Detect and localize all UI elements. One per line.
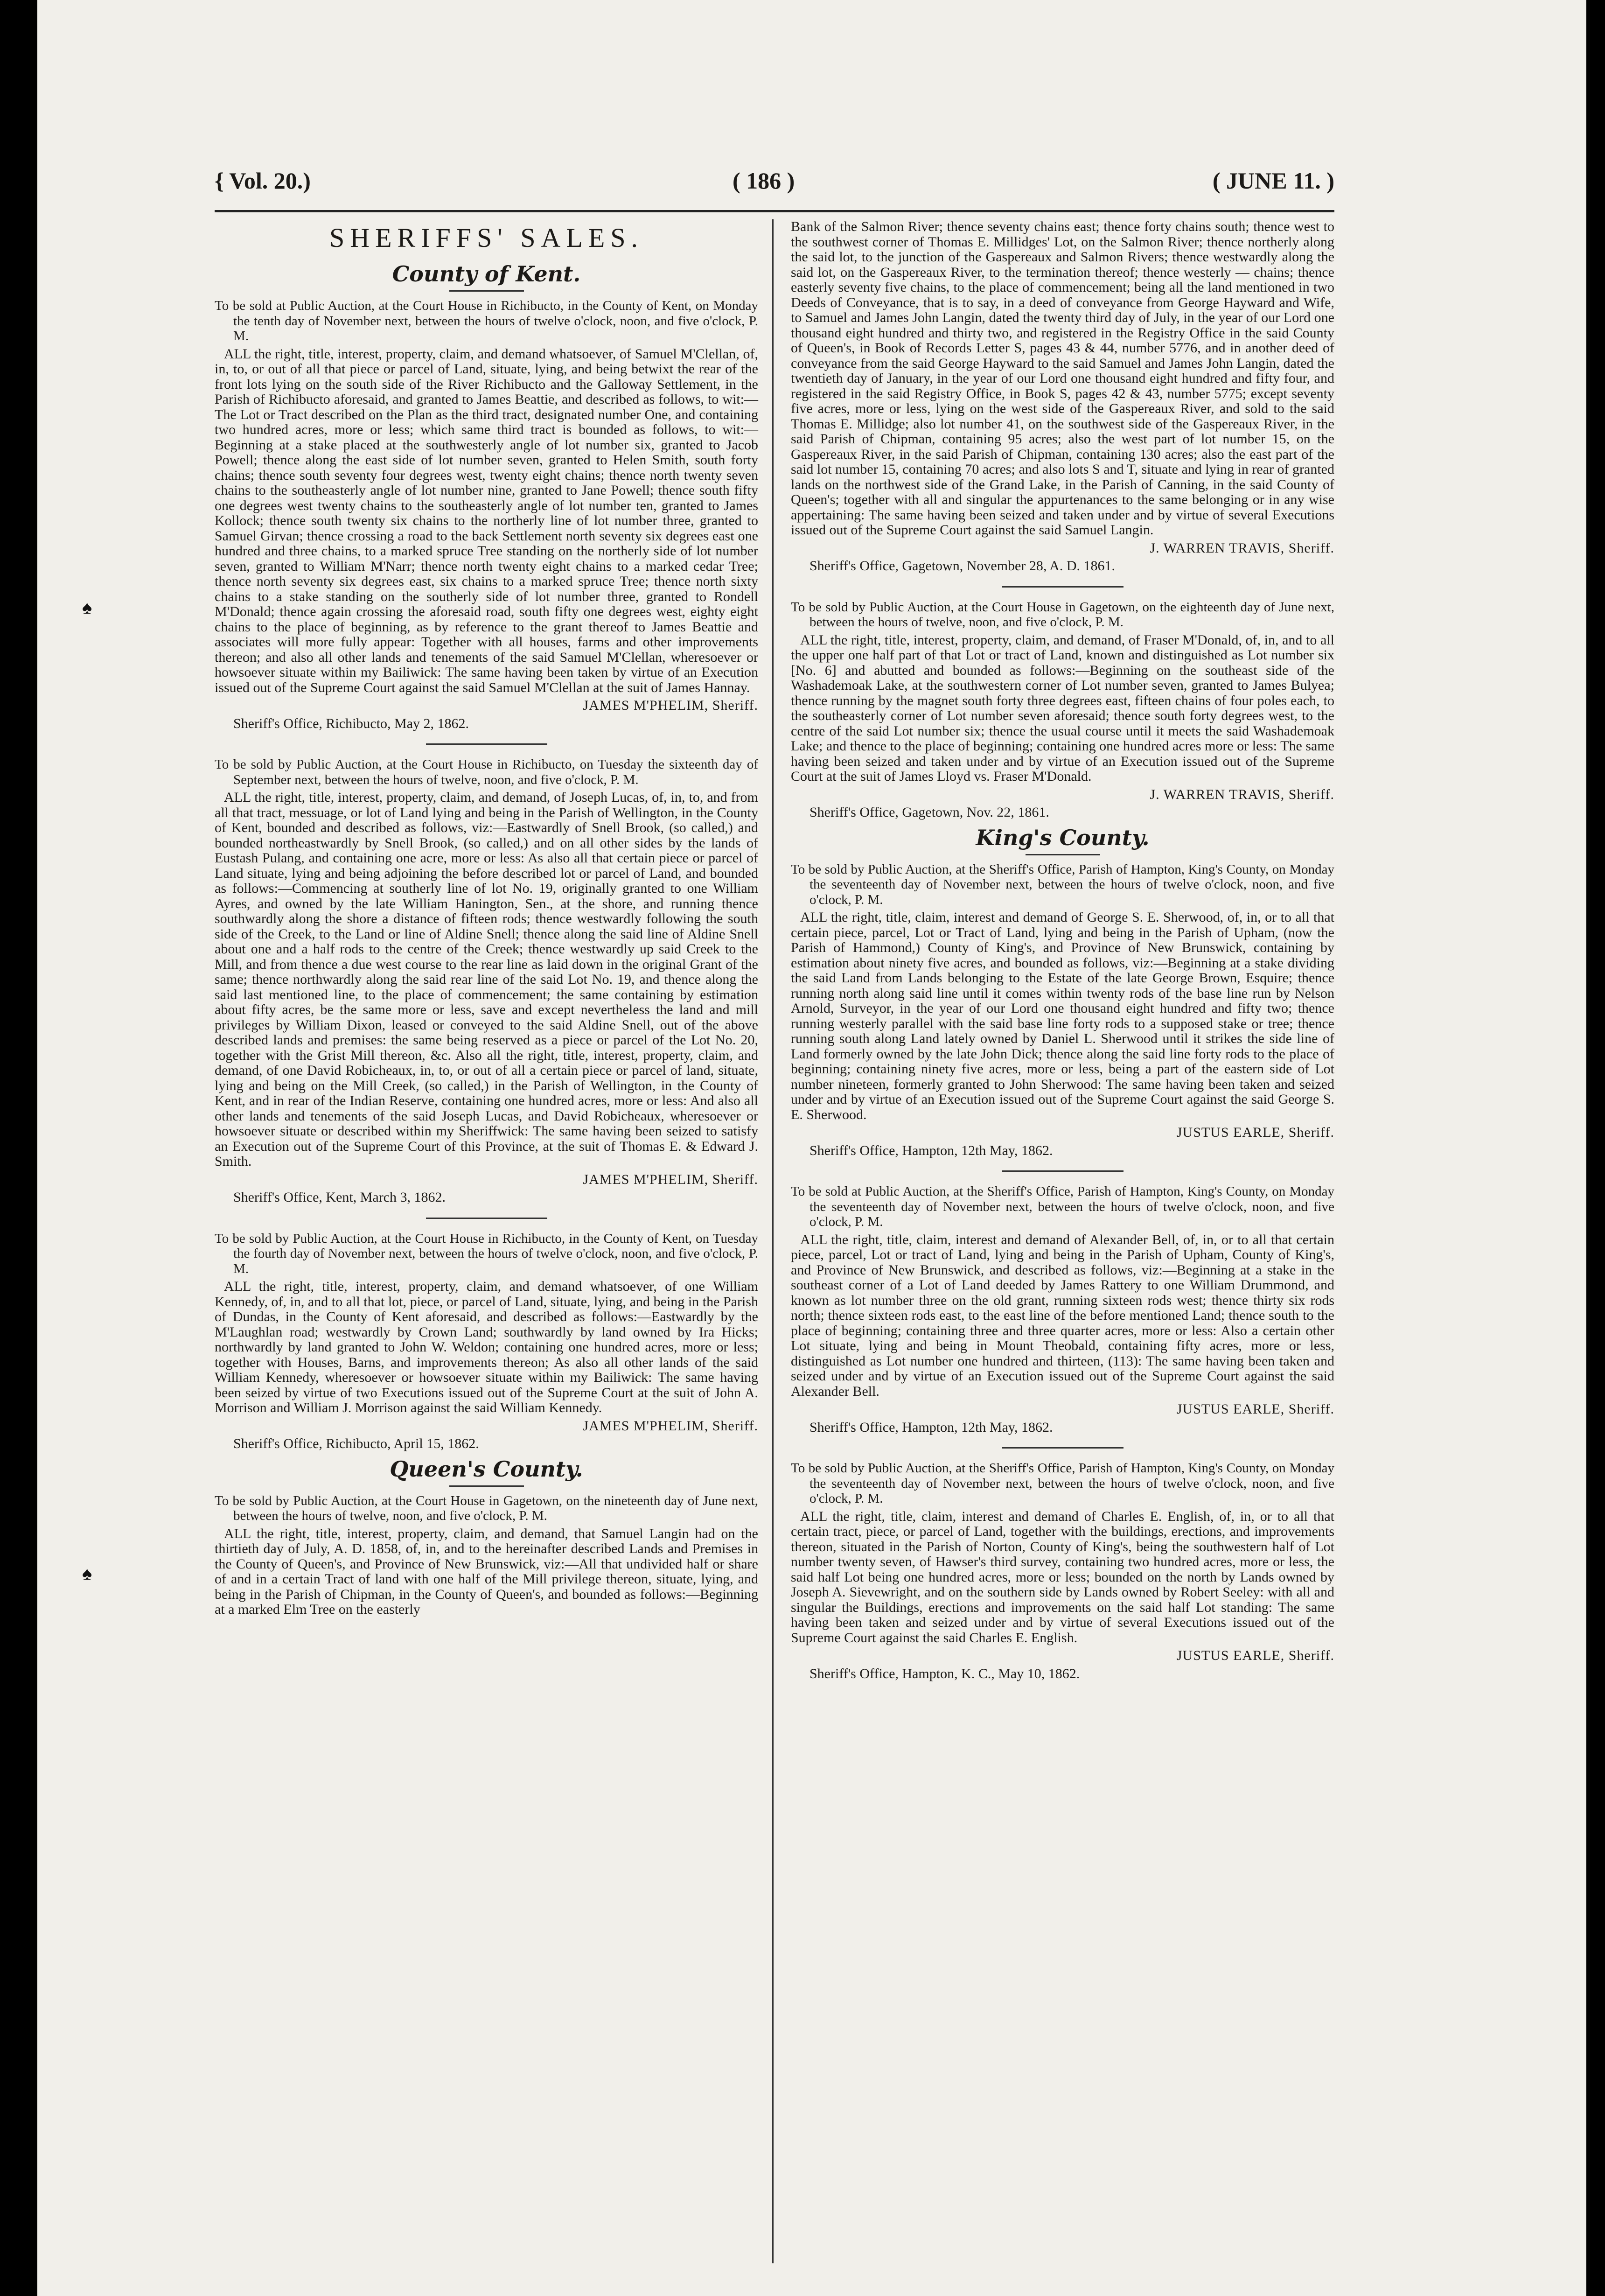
heading-rule	[1026, 854, 1100, 855]
heading-rule	[449, 290, 524, 292]
county-heading-kent: County of Kent.	[392, 261, 581, 287]
margin-mark-icon: ♠	[82, 597, 92, 618]
sheriff-office-date: Sheriff's Office, Hampton, 12th May, 1862.	[809, 1419, 1053, 1435]
notice-intro: To be sold at Public Auction, at the Sheriff's Office, Parish of Hampton, King's County, on Monday the seventeenth day of November next, between the hours of twelve o'clock, noon, and five o'clock, P. M.	[791, 1184, 1334, 1229]
sheriff-office-date: Sheriff's Office, Richibucto, May 2, 1862.	[233, 715, 469, 731]
notice-separator	[426, 743, 547, 745]
notice-intro: To be sold by Public Auction, at the Sheriff's Office, Parish of Hampton, King's County, on Monday the seventeenth day of November next, between the hours of twelve o'clock, noon, and five o'clock, P. M.	[791, 861, 1334, 907]
notice-separator	[1002, 586, 1124, 588]
notice-intro: To be sold by Public Auction, at the Court House in Gagetown, on the nineteenth day of June next, between the hours of twelve, noon, and five o'clock, P. M.	[215, 1493, 758, 1523]
page-header	[215, 167, 1334, 204]
sheriff-office-date: Sheriff's Office, Hampton, K. C., May 10, 1862.	[809, 1666, 1080, 1681]
left-column	[215, 219, 758, 1620]
notice-body: ALL the right, title, interest, property, claim, and demand, that Samuel Langin had on the thirtieth day of July, A. D. 1858, of, in, and to the hereinafter described Lands and Premises in the County of Queen's, and Province of New Brunswick, viz:—All that undivided half or share of and in a certain Tract of land with one half of the Mill privilege thereon, situate, lying, and being in the Parish of Chipman, in the County of Queen's, and bounded as follows:—Beginning at a marked Elm Tree on the easterly	[215, 1526, 758, 1617]
sheriff-office-date: Sheriff's Office, Hampton, 12th May, 1862.	[809, 1142, 1053, 1158]
notice-intro: To be sold by Public Auction, at the Court House in Richibucto, in the County of Kent, on Tuesday the fourth day of November next, between the hours of twelve o'clock, noon, and five o'clock, P. M.	[215, 1231, 758, 1276]
margin-mark-icon: ♠	[82, 1563, 92, 1584]
notice-body: ALL the right, title, interest, property, claim, and demand whatsoever, of Samuel M'Clellan, of, in, to, or out of all that piece or parcel of Land, situate, lying, and being betwixt the rear of the front lots lying on the south side of the River Richibucto and the Galloway Settlement, in the Parish of Richibucto aforesaid, and granted to James Beattie, and described as follows, to wit:—The Lot or Tract described on the Plan as the third tract, designated number One, and containing two hundred acres, more or less; which same third tract is bounded as follows, to wit:—Beginning at a stake placed at the southwesterly angle of lot number six, granted to Jacob Powell; thence along the east side of lot number seven, granted to Helen Smith, south forty chains; thence south seventy four degrees west, twenty eight chains; thence north twenty seven chains to the southeasterly angle of lot number nine, granted to Jane Powell; thence south fifty one degrees west twenty chains to the southeasterly angle of lot number ten, granted to James Kollock; thence south twenty six chains to the northerly line of lot number three, granted to Samuel Girvan; thence crossing a road to the back Settlement north seventy six degrees east one hundred and three chains, to a marked spruce Tree standing on the northerly side of lot number seven, granted to William M'Narr; thence north twenty eight chains to a marked cedar Tree; thence north seventy six degrees east, six chains to a marked spruce Tree; thence north sixty chains to a stake standing on the southerly side of lot number three, granted to Rondell M'Donald; thence again crossing the aforesaid road, south fifty one degrees west, eighty eight chains to the place of beginning, as by reference to the grant thereof to James Beattie and associates will more fully appear: Together with all houses, farms and other improvements thereon; and also all other lands and tenements of the said Samuel M'Clellan, wheresoever or howsoever situate within my Bailiwick: The same having been taken by virtue of an Execution issued out of the Supreme Court against the said Samuel M'Clellan at the suit of James Hannay.	[215, 346, 758, 695]
notice-body: ALL the right, title, claim, interest and demand of Charles E. English, of, in, or to all that certain tract, piece, or parcel of Land, together with the buildings, erections, and improvements thereon, situated in the Parish of Norton, County of King's, being the southwestern half of Lot number twenty seven, of Hawser's third survey, containing two hundred acres, more or less, the said half Lot being one hundred acres, more or less; bounded on the north by Lands owned by Joseph A. Sievewright, and on the southern side by Lands owned by Robert Seeley: with all and singular the Buildings, erections and improvements on the said half Lot standing: The same having been taken and seized under and by virtue of several Executions issued out of the Supreme Court against the said Charles E. English.	[791, 1508, 1334, 1645]
sheriff-signature: J. WARREN TRAVIS, Sheriff.	[1150, 540, 1334, 556]
page-number: ( 186 )	[733, 168, 795, 194]
column-divider	[772, 219, 774, 2263]
notice-separator	[1002, 1170, 1124, 1172]
notice-body: ALL the right, title, claim, interest and demand of George S. E. Sherwood, of, in, or to all that certain piece, parcel, Lot or Tract of Land, lying and being in the Parish of Upham, (now the Parish of Hammond,) County of King's, and Province of New Brunswick, containing by estimation about ninety five acres, and bounded as follows, viz:—Beginning at a stake dividing the said Land from Lands belonging to the Estate of the late George Brown, Esquire; thence running north along said line until it comes within twenty rods of the base line run by Nelson Arnold, Surveyor, in the year of our Lord one thousand eight hundred and fifty two; thence running westerly parallel with the said base line forty rods to a supposed stake or tree; thence running south along Land lately owned by Daniel L. Sherwood until it strikes the side line of Land formerly owned by the late John Dick; thence along the said line forty rods to the place of beginning; containing ninety five acres, more or less, being a part of the eastern side of Lot number nineteen, formerly granted to John Sherwood: The same having been taken and seized under and by virtue of an Execution issued out of the Supreme Court against the said George S. E. Sherwood.	[791, 910, 1334, 1122]
sheriff-office-date: Sheriff's Office, Richibucto, April 15, 1862.	[233, 1436, 479, 1451]
sheriff-signature: JUSTUS EARLE, Sheriff.	[1176, 1401, 1334, 1417]
county-heading-kings: King's County.	[976, 825, 1150, 850]
notice-separator	[426, 1218, 547, 1219]
notice-body: ALL the right, title, claim, interest and demand of Alexander Bell, of, in, or to all that certain piece, parcel, Lot or tract of Land, lying and being in the Parish of Upham, County of King's, and Province of New Brunswick, and described as follows, viz:—Beginning at a stake in the southeast corner of a Lot of Land deeded by James Rattery to one William Drummond, and known as lot number three on the old grant, running sixteen rods west; thence thirty six rods north; thence sixteen rods east, to the east line of the before mentioned Land; thence south to the place of beginning; containing three and three quarter acres, more or less: Also a certain other Lot situate, lying and being in Mount Theobald, containing fifty acres, more or less, distinguished as Lot number one hundred and thirteen, (113): The same having been taken and seized under and by virtue of an Execution issued out of the Supreme Court against the said Alexander Bell.	[791, 1232, 1334, 1399]
sheriff-signature: J. WARREN TRAVIS, Sheriff.	[1150, 786, 1334, 802]
right-column	[791, 219, 1334, 1683]
sheriff-office-date: Sheriff's Office, Gagetown, Nov. 22, 1861.	[809, 805, 1049, 820]
notice-body-continued: Bank of the Salmon River; thence seventy chains east; thence forty chains south; thence west to the southwest corner of Thomas E. Millidges' Lot, on the Salmon River; thence northerly along the said lot, to the junction of the Gaspereaux and Salmon Rivers; thence westwardly along the said lot, on the Gaspereaux River, to the termination thereof; thence westerly — chains; thence easterly seventy five chains, to the place of commencement; being all the land mentioned in two Deeds of Conveyance, that is to say, in a deed of conveyance from George Hayward and Wife, to Samuel and James John Langin, dated the twenty third day of July, in the year of our Lord one thousand eight hundred and thirty two, and registered in the Registry Office in the said County of Queen's, in Book of Records Letter S, pages 43 & 44, number 5776, and in another deed of conveyance from the said George Hayward to the said Samuel and James John Langin, dated the twentieth day of January, in the year of our Lord one thousand eight hundred and fifty four, and registered in the said Registry Office, in Book S, pages 42 & 43, number 5775; except seventy five acres, more or less, lying on the west side of the Gaspereaux River, and sold to the said Thomas E. Millidge; also lot number 41, on the southwest side of the Gaspereaux River, in the said Parish of Chipman, containing 95 acres; also the west part of lot number 15, on the Gaspereaux River, in the said Parish of Chipman, containing 130 acres; also the east part of the said lot number 15, containing 70 acres; and also lots S and T, situate and lying in rear of granted lands on the northwest side of the Grand Lake, in the Parish of Canning, in the said County of Queen's; together with all and singular the appurtenances to the same belonging or in any wise appertaining: The same having been seized and taken under and by virtue of several Executions issued out of the Supreme Court against the said Samuel Langin.	[791, 219, 1334, 538]
notice-intro: To be sold by Public Auction, at the Sheriff's Office, Parish of Hampton, King's County, on Monday the seventeenth day of November next, between the hours of twelve o'clock, noon, and five o'clock, P. M.	[791, 1461, 1334, 1506]
header-rule	[215, 210, 1334, 212]
sheriff-signature: JUSTUS EARLE, Sheriff.	[1176, 1648, 1334, 1663]
notice-body: ALL the right, title, interest, property, claim, and demand whatsoever, of one William Kennedy, of, in, and to all that lot, piece, or parcel of Land, situate, lying, and being in the Parish of Dundas, in the County of Kent aforesaid, and described as follows:—Eastwardly by the M'Laughlan road; westwardly by Crown Land; southwardly by land owned by Ira Hicks; northwardly by land granted to John W. Weldon; containing one hundred acres, more or less; together with Houses, Barns, and improvements thereon; As also all other lands of the said William Kennedy, wheresoever or howsoever situate within my Bailiwick: The same having been seized by virtue of two Executions issued out of the Supreme Court at the suit of John A. Morrison and William J. Morrison against the said William Kennedy.	[215, 1279, 758, 1415]
sheriff-signature: JAMES M'PHELIM, Sheriff.	[583, 1418, 758, 1434]
issue-date: ( JUNE 11. )	[1212, 168, 1334, 194]
heading-rule	[449, 1485, 524, 1487]
sheriff-office-date: Sheriff's Office, Kent, March 3, 1862.	[233, 1190, 446, 1205]
page-title: SHERIFFS' SALES.	[329, 223, 644, 253]
sheriff-signature: JAMES M'PHELIM, Sheriff.	[583, 1171, 758, 1187]
notice-intro: To be sold at Public Auction, at the Court House in Richibucto, in the County of Kent, on Monday the tenth day of November next, between the hours of twelve o'clock, noon, and five o'clock, P. M.	[215, 298, 758, 343]
sheriff-signature: JAMES M'PHELIM, Sheriff.	[583, 698, 758, 713]
volume-number: { Vol. 20.)	[215, 168, 311, 194]
notice-separator	[1002, 1447, 1124, 1449]
notice-body: ALL the right, title, interest, property, claim, and demand, of Joseph Lucas, of, in, to, and from all that tract, messuage, or lot of Land lying and being in the Parish of Wellington, in the County of Kent, bounded and described as follows, viz:—Eastwardly of Snell Brook, (so called,) and bounded northeastwardly by Snell Brook, (so called,) and on all other sides by the lands of Eustash Pulang, and containing one acre, more or less: As also all that certain piece or parcel of Land situate, lying and being adjoining the before described lot or parcel of Land, and bounded as follows:—Commencing at southerly line of lot No. 19, originally granted to one William Ayres, and owned by the late William Hanington, Sen., at the shore, and running thence southwardly along the shore a distance of fifteen rods; thence westwardly following the south side of the Creek, to the Land or line of Aldine Snell; thence along the said line of Aldine Snell about one and a half rods to the centre of the Creek; thence westwardly up said Creek to the Mill, and from thence a due west course to the rear line as laid down in the original Grant of the same; thence northwardly along the said rear line of the said Lot No. 19, and thence along the said last mentioned line, to the place of commencement; the same containing by estimation about fifty acres, be the same more or less, save and except nevertheless the land and mill privileges by William Dixon, leased or conveyed to the said Aldine Snell, out of the above described lands and premises: the same being reserved as a piece or parcel of the Lot No. 20, together with the Grist Mill thereon, &c. Also all the right, title, interest, property, claim, and demand, of one David Robicheaux, in, to, or out of all a certain piece or parcel of land, situate, lying and being on the Mill Creek, (so called,) in the Parish of Wellington, in the County of Kent, and in rear of the Indian Reserve, containing one hundred acres, more or less: And also all other lands and tenements of the said Joseph Lucas, and David Robicheaux, wheresoever or howsoever situate or described within my Sheriffwick: The same having been seized to satisfy an Execution out of the Supreme Court of this Province, at the suit of Thomas E. & Edward J. Smith.	[215, 790, 758, 1169]
sheriff-office-date: Sheriff's Office, Gagetown, November 28, A. D. 1861.	[809, 558, 1116, 574]
sheriff-signature: JUSTUS EARLE, Sheriff.	[1176, 1125, 1334, 1140]
county-heading-queens: Queen's County.	[390, 1456, 583, 1482]
notice-body: ALL the right, title, interest, property, claim, and demand, of Fraser M'Donald, of, in, and to all the upper one half part of that Lot or tract of Land, known and distinguished as Lot number six [No. 6] and abutted and bounded as follows:—Beginning on the southeast side of the Washademoak Lake, at the southwestern corner of Lot number seven, granted to James Bulyea; thence running by the magnet south forty three degrees east, fifteen chains of four poles each, to the southeasterly corner of Lot number seven aforesaid; thence south forty degrees west, to the centre of the said Lot number six; thence the usual course until it meets the said Washademoak Lake; and thence to the place of beginning; containing one hundred acres more or less: The same having been seized and taken under and by virtue of an Execution issued out of the Supreme Court at the suit of James Lloyd vs. Fraser M'Donald.	[791, 632, 1334, 784]
notice-intro: To be sold by Public Auction, at the Court House in Richibucto, on Tuesday the sixteenth day of September next, between the hours of twelve, noon, and five o'clock, P. M.	[215, 757, 758, 787]
notice-intro: To be sold by Public Auction, at the Court House in Gagetown, on the eighteenth day of June next, between the hours of twelve, noon, and five o'clock, P. M.	[791, 599, 1334, 630]
